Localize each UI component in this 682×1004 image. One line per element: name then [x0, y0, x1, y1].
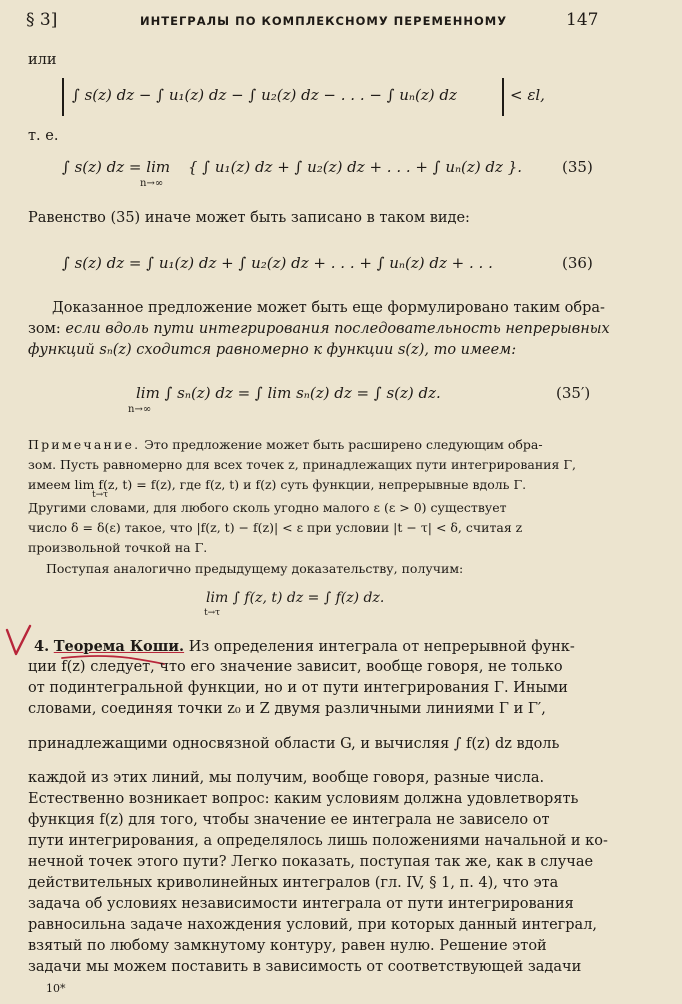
- section4-line12: задача об условиях независимости интеграла от пути интегрирования: [28, 896, 574, 912]
- formula-abs-value: ∫ s(z) dz − ∫ u₁(z) dz − ∫ u₂(z) dz − . . . − ∫ uₙ(z) dz: [72, 86, 457, 104]
- formula-abs-rhs: < εl,: [510, 86, 545, 104]
- note-text-1: Это предложение может быть расширено следующим обра-: [144, 437, 543, 452]
- abs-bar-left: [62, 78, 64, 116]
- formula-35-prime: lim ∫ sₙ(z) dz = ∫ lim sₙ(z) dz = ∫ s(z) dz.: [136, 384, 441, 402]
- word-ili: или: [28, 52, 57, 68]
- page-number: 147: [566, 10, 599, 30]
- paragraph-equality: Равенство (35) иначе может быть записано в таком виде:: [28, 210, 470, 226]
- note-line4: Другими словами, для любого сколь угодно малого ε (ε > 0) существует: [28, 500, 507, 515]
- note-lim-sub: t→τ: [92, 490, 109, 500]
- equation-number-35: (35): [562, 158, 593, 176]
- formula-35-prime-sub: n→∞: [128, 404, 152, 415]
- note-line1: [28, 437, 543, 452]
- formula-35-rhs: { ∫ u₁(z) dz + ∫ u₂(z) dz + . . . + ∫ uₙ(z) dz }.: [188, 158, 523, 176]
- section4-line13: равносильна задаче нахождения условий, при которых данный интеграл,: [28, 917, 598, 933]
- section4-line5: принадлежащими односвязной области G, и вычисляя ∫ f(z) dz вдоль: [28, 736, 560, 752]
- section4-line10: нечной точек этого пути? Легко показать, поступая так же, как в случае: [28, 854, 594, 870]
- note-line3: имеем lim f(z, t) = f(z), где f(z, t) и f(z) суть функции, непрерывные вдоль Γ.: [28, 477, 527, 492]
- formula-36: ∫ s(z) dz = ∫ u₁(z) dz + ∫ u₂(z) dz + . . . + ∫ uₙ(z) dz + . . .: [62, 254, 493, 272]
- paragraph-proven-line2: [28, 321, 610, 337]
- section4-number: 4.: [34, 638, 50, 655]
- signature-mark: 10*: [46, 982, 66, 995]
- section-marker: § 3]: [26, 10, 58, 30]
- formula-35-lim-sub: n→∞: [140, 178, 164, 189]
- running-title: ИНТЕГРАЛЫ ПО КОМПЛЕКСНОМУ ПЕРЕМЕННОМУ: [140, 14, 508, 28]
- section4-line7: Естественно возникает вопрос: каким условиям должна удовлетворять: [28, 791, 579, 807]
- section4-line6: каждой из этих линий, мы получим, вообще говоря, разные числа.: [28, 770, 545, 786]
- section4-line14: взятый по любому замкнутому контуру, равен нулю. Решение этой: [28, 938, 547, 954]
- abs-bar-right: [502, 78, 504, 116]
- red-checkmark-icon: [4, 624, 34, 658]
- section4-line8: функция f(z) для того, чтобы значение ее интеграла не зависело от: [28, 812, 550, 828]
- paragraph-proven-line3: функций sₙ(z) сходится равномерно к функции s(z), то имеем:: [28, 342, 517, 358]
- section4-line4: словами, соединяя точки z₀ и Z двумя различными линиями Γ и Γ′,: [28, 701, 546, 717]
- paragraph-proven-line1: Доказанное предложение может быть еще формулировано таким обра-: [52, 300, 605, 316]
- section4-line3: от подинтегральной функции, но и от пути интегрирования Γ. Иными: [28, 680, 568, 696]
- section4-line9: пути интегрирования, а определялось лишь положениями начальной и ко-: [28, 833, 608, 849]
- section4-title: Теорема Коши.: [53, 638, 185, 655]
- section4-line11: действительных криволинейных интегралов (гл. IV, § 1, п. 4), что эта: [28, 875, 559, 891]
- note-line6: произвольной точкой на Γ.: [28, 540, 208, 555]
- equation-number-36: (36): [562, 254, 593, 272]
- formula-note: lim ∫ f(z, t) dz = ∫ f(z) dz.: [206, 590, 385, 606]
- section4-line15: задачи мы можем поставить в зависимость от соответствующей задачи: [28, 959, 582, 975]
- note-line2: зом. Пусть равномерно для всех точек z, принадлежащих пути интегрирования Γ,: [28, 457, 576, 472]
- note-proceed: Поступая аналогично предыдущему доказательству, получим:: [46, 561, 464, 576]
- section4-line2: ции f(z) следует, что его значение зависит, вообще говоря, не только: [28, 659, 563, 675]
- equation-number-35-prime: (35′): [556, 384, 591, 402]
- proven-italic: если вдоль пути интегрирования последовательность непрерывных: [65, 321, 610, 337]
- formula-note-sub: t→τ: [204, 608, 221, 618]
- section4-text-1: Из определения интеграла от непрерывной функ-: [188, 639, 575, 655]
- word-te: т. е.: [28, 128, 59, 144]
- formula-35-lhs: ∫ s(z) dz = lim: [62, 158, 171, 176]
- proven-plain: зом:: [28, 321, 66, 337]
- note-title: Примечание.: [28, 437, 141, 452]
- note-line5: число δ = δ(ε) такое, что |f(z, t) − f(z)| < ε при условии |t − τ| < δ, считая z: [28, 520, 523, 535]
